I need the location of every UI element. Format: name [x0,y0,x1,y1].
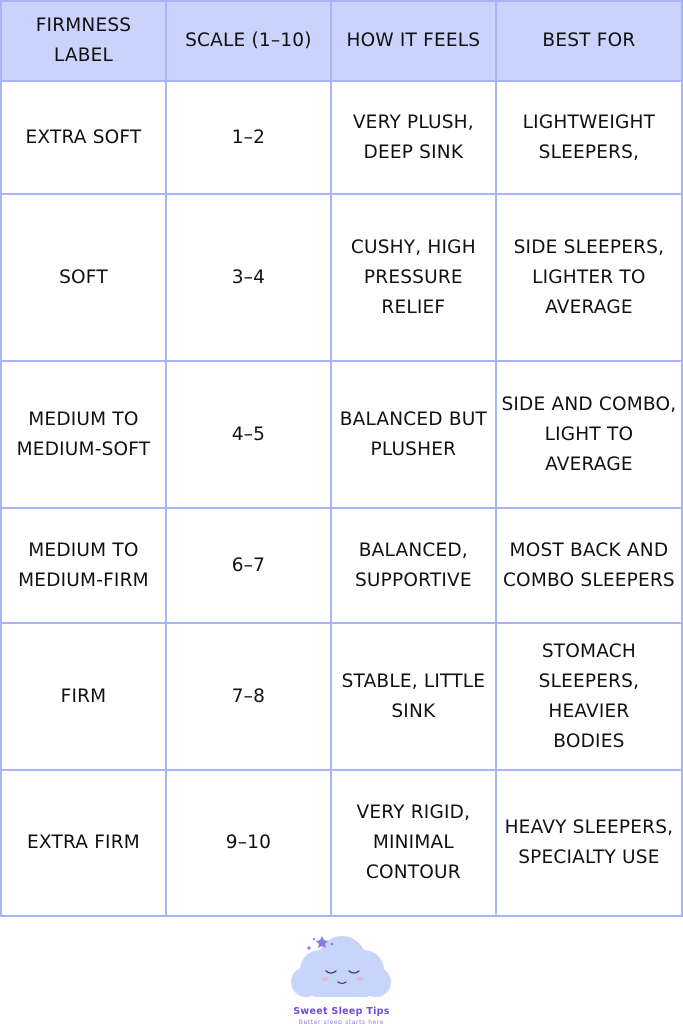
cell-best-for: SIDE AND COMBO, LIGHT TO AVERAGE [496,361,682,508]
cell-best-for: LIGHTWEIGHT SLEEPERS, [496,81,682,194]
cell-best-for: STOMACH SLEEPERS, HEAVIER BODIES [496,623,682,770]
header-firmness-label: FIRMNESS LABEL [1,1,166,81]
cell-firmness-label: FIRM [1,623,166,770]
cell-scale: 4–5 [166,361,331,508]
cell-how-it-feels: VERY PLUSH, DEEP SINK [331,81,496,194]
cell-best-for: HEAVY SLEEPERS, SPECIALTY USE [496,770,682,916]
cell-how-it-feels: BALANCED, SUPPORTIVE [331,508,496,623]
cell-how-it-feels: VERY RIGID, MINIMAL CONTOUR [331,770,496,916]
table-row [1,361,682,508]
cell-firmness-label: MEDIUM TO MEDIUM-FIRM [1,508,166,623]
cell-how-it-feels: STABLE, LITTLE SINK [331,623,496,770]
brand-name: Sweet Sleep Tips [293,1006,390,1017]
table-row [1,508,682,623]
cell-firmness-label: MEDIUM TO MEDIUM-SOFT [1,361,166,508]
table-row [1,81,682,194]
cell-best-for: SIDE SLEEPERS, LIGHTER TO AVERAGE [496,194,682,361]
header-scale: SCALE (1–10) [166,1,331,81]
cell-firmness-label: EXTRA FIRM [1,770,166,916]
header-how-it-feels: HOW IT FEELS [331,1,496,81]
cell-firmness-label: EXTRA SOFT [1,81,166,194]
cell-scale: 3–4 [166,194,331,361]
cell-scale: 1–2 [166,81,331,194]
table-row [1,770,682,916]
sleeping-cloud-icon [276,930,407,1010]
cell-best-for: MOST BACK AND COMBO SLEEPERS [496,508,682,623]
cell-firmness-label: SOFT [1,194,166,361]
cell-scale: 9–10 [166,770,331,916]
table-header-row [1,1,682,81]
table-row [1,194,682,361]
table-row [1,623,682,770]
cell-scale: 6–7 [166,508,331,623]
cell-how-it-feels: CUSHY, HIGH PRESSURE RELIEF [331,194,496,361]
brand-logo [276,930,407,1024]
brand-tagline: Better sleep starts here [298,1019,385,1024]
cell-scale: 7–8 [166,623,331,770]
cell-how-it-feels: BALANCED BUT PLUSHER [331,361,496,508]
header-best-for: BEST FOR [496,1,682,81]
